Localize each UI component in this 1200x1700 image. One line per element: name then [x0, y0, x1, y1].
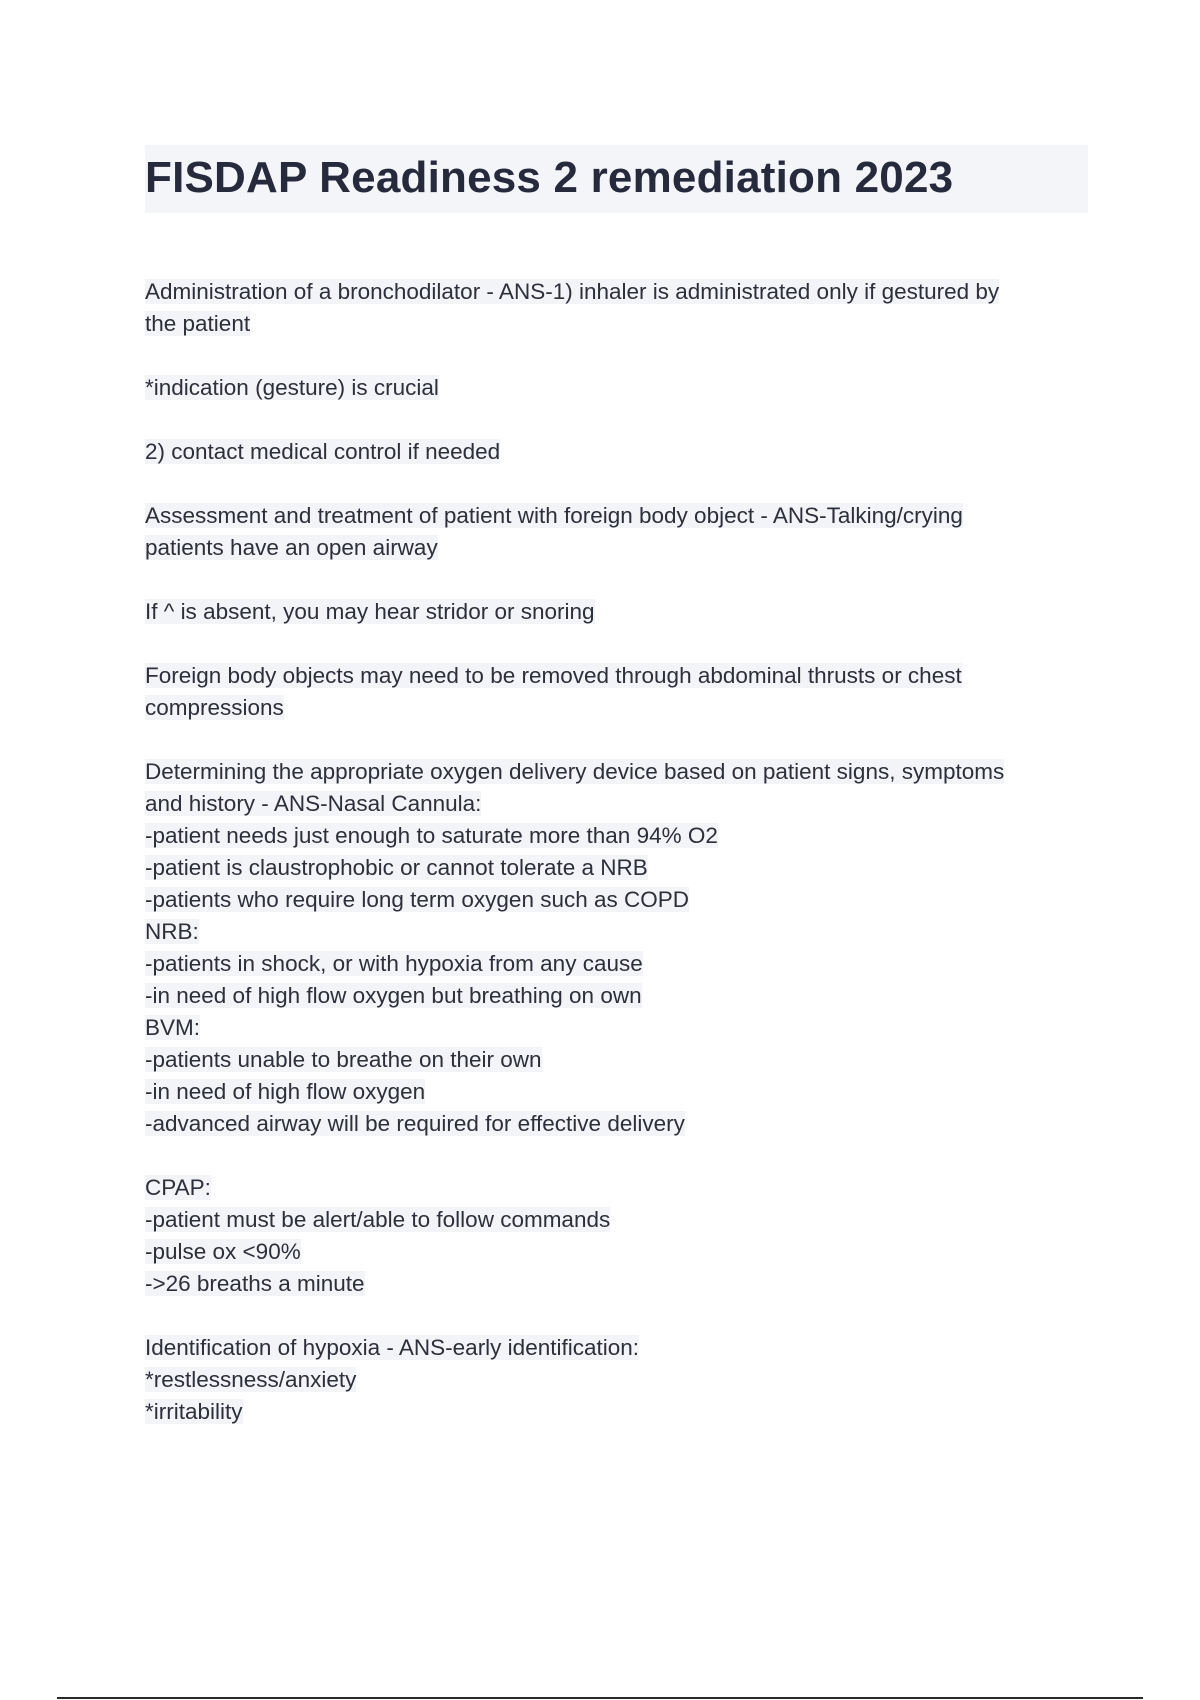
text-line: Determining the appropriate oxygen delivery device based on patient signs, symptoms — [145, 759, 1005, 784]
paragraph-foreign-body-assessment — [145, 500, 1085, 564]
document-title: FISDAP Readiness 2 remediation 2023 — [145, 153, 954, 202]
text-line: -patients unable to breathe on their own — [145, 1047, 542, 1072]
text-line: and history - ANS-Nasal Cannula: — [145, 791, 482, 816]
text-line: -advanced airway will be required for effective delivery — [145, 1111, 685, 1136]
text-line: CPAP: — [145, 1175, 211, 1200]
text-line: -in need of high flow oxygen — [145, 1079, 426, 1104]
text-line: -in need of high flow oxygen but breathing on own — [145, 983, 642, 1008]
text-line: Administration of a bronchodilator - ANS-1) inhaler is administrated only if gestured by — [145, 279, 1000, 304]
text-line: -patient needs just enough to saturate more than 94% O2 — [145, 823, 718, 848]
text-line: Assessment and treatment of patient with foreign body object - ANS-Talking/crying — [145, 503, 963, 528]
text-line: -patient is claustrophobic or cannot tolerate a NRB — [145, 855, 648, 880]
text-line: *indication (gesture) is crucial — [145, 375, 439, 400]
text-line: *restlessness/anxiety — [145, 1367, 357, 1392]
text-line: *irritability — [145, 1399, 243, 1424]
page-bottom-rule — [57, 1697, 1143, 1699]
paragraph-hypoxia — [145, 1332, 1085, 1428]
text-line: ->26 breaths a minute — [145, 1271, 365, 1296]
paragraph-foreign-body-removal — [145, 660, 1085, 724]
text-line: -pulse ox <90% — [145, 1239, 301, 1264]
text-line: NRB: — [145, 919, 199, 944]
text-line: -patients who require long term oxygen such as COPD — [145, 887, 690, 912]
paragraph-cpap — [145, 1172, 1085, 1300]
text-line: compressions — [145, 695, 284, 720]
paragraph-medical-control — [145, 436, 1085, 468]
text-line: 2) contact medical control if needed — [145, 439, 501, 464]
paragraph-indication — [145, 372, 1085, 404]
text-line: -patients in shock, or with hypoxia from any cause — [145, 951, 643, 976]
paragraph-stridor — [145, 596, 1085, 628]
text-line: Foreign body objects may need to be removed through abdominal thrusts or chest — [145, 663, 962, 688]
text-line: -patient must be alert/able to follow commands — [145, 1207, 611, 1232]
document-body — [145, 276, 1085, 1460]
text-line: patients have an open airway — [145, 535, 438, 560]
text-line: If ^ is absent, you may hear stridor or snoring — [145, 599, 595, 624]
text-line: Identification of hypoxia - ANS-early identification: — [145, 1335, 640, 1360]
text-line: BVM: — [145, 1015, 201, 1040]
paragraph-bronchodilator — [145, 276, 1085, 340]
paragraph-oxygen-devices — [145, 756, 1085, 1140]
text-line: the patient — [145, 311, 251, 336]
